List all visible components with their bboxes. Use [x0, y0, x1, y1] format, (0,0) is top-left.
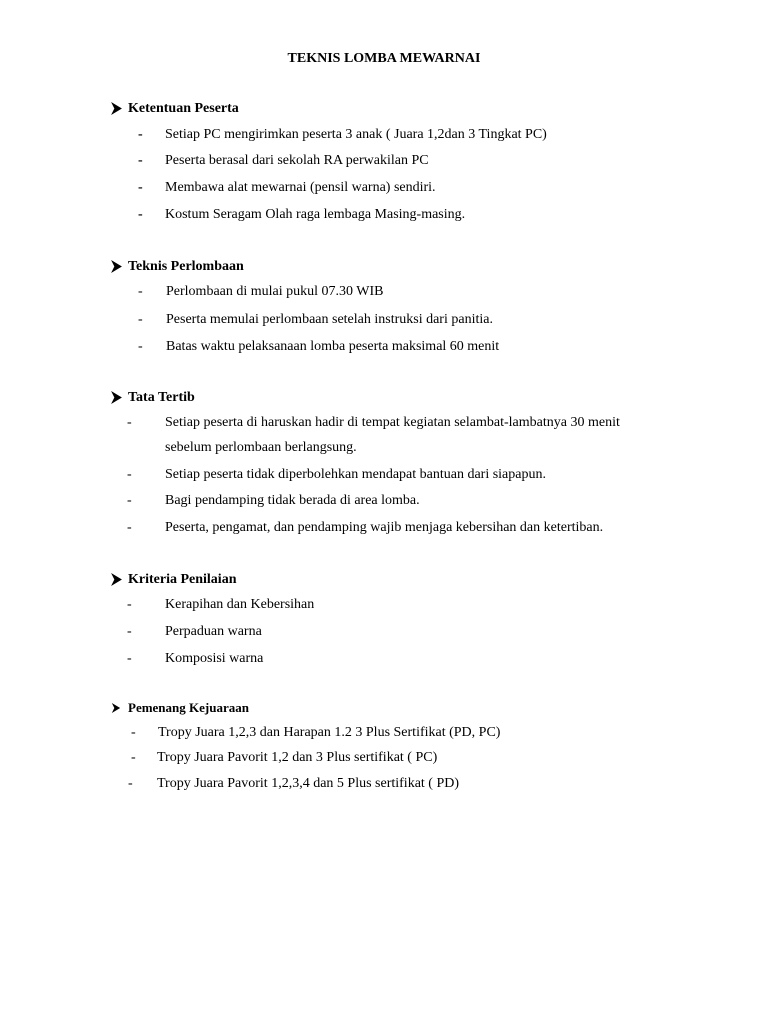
document-title: TEKNIS LOMBA MEWARNAI	[287, 51, 481, 66]
list-item: Batas waktu pelaksanaan lomba peserta maksimal 60 menit	[166, 339, 500, 354]
list-dash: -	[127, 415, 132, 430]
section-heading: Tata Tertib	[128, 390, 195, 405]
list-item: Setiap peserta di haruskan hadir di tempat kegiatan selambat-lambatnya 30 menit	[165, 415, 620, 430]
list-item: Tropy Juara Pavorit 1,2,3,4 dan 5 Plus sertifikat ( PD)	[157, 776, 460, 791]
arrowhead-bullet-icon	[110, 102, 123, 115]
list-dash: -	[138, 127, 143, 142]
list-dash: -	[127, 520, 132, 535]
arrowhead-bullet-icon	[110, 391, 123, 404]
list-item: Tropy Juara 1,2,3 dan Harapan 1.2 3 Plus Sertifikat (PD, PC)	[158, 725, 501, 740]
list-item: Bagi pendamping tidak berada di area lomba.	[165, 493, 420, 508]
list-dash: -	[127, 651, 132, 666]
arrowhead-bullet-icon	[110, 573, 123, 586]
list-dash: -	[138, 207, 143, 222]
list-item: Setiap PC mengirimkan peserta 3 anak ( Juara 1,2dan 3 Tingkat PC)	[165, 127, 547, 142]
list-dash: -	[131, 725, 136, 740]
list-dash: -	[131, 750, 136, 765]
list-item-continuation: sebelum perlombaan berlangsung.	[165, 440, 357, 455]
arrowhead-bullet-icon	[111, 703, 121, 713]
arrowhead-bullet-icon	[110, 260, 123, 273]
section-heading: Teknis Perlombaan	[128, 259, 244, 274]
list-item: Kerapihan dan Kebersihan	[165, 597, 315, 612]
list-item: Setiap peserta tidak diperbolehkan mendapat bantuan dari siapapun.	[165, 467, 546, 482]
list-dash: -	[138, 180, 143, 195]
section-heading: Pemenang Kejuaraan	[128, 700, 249, 715]
list-item: Peserta memulai perlombaan setelah instruksi dari panitia.	[166, 312, 493, 327]
list-item: Perlombaan di mulai pukul 07.30 WIB	[166, 284, 384, 299]
list-item: Kostum Seragam Olah raga lembaga Masing-masing.	[165, 207, 466, 222]
list-dash: -	[127, 493, 132, 508]
list-item: Komposisi warna	[165, 651, 264, 666]
list-item: Tropy Juara Pavorit 1,2 dan 3 Plus sertifikat ( PC)	[157, 750, 438, 765]
list-item: Membawa alat mewarnai (pensil warna) sendiri.	[165, 180, 436, 195]
list-dash: -	[138, 312, 143, 327]
list-item: Peserta berasal dari sekolah RA perwakilan PC	[165, 153, 429, 168]
list-dash: -	[138, 339, 143, 354]
list-item: Perpaduan warna	[165, 624, 262, 639]
section-heading: Kriteria Penilaian	[128, 572, 237, 587]
list-dash: -	[128, 776, 133, 791]
list-item: Peserta, pengamat, dan pendamping wajib menjaga kebersihan dan ketertiban.	[165, 520, 604, 535]
list-dash: -	[138, 284, 143, 299]
list-dash: -	[127, 597, 132, 612]
list-dash: -	[127, 467, 132, 482]
list-dash: -	[138, 153, 143, 168]
list-dash: -	[127, 624, 132, 639]
section-heading: Ketentuan Peserta	[128, 101, 239, 116]
